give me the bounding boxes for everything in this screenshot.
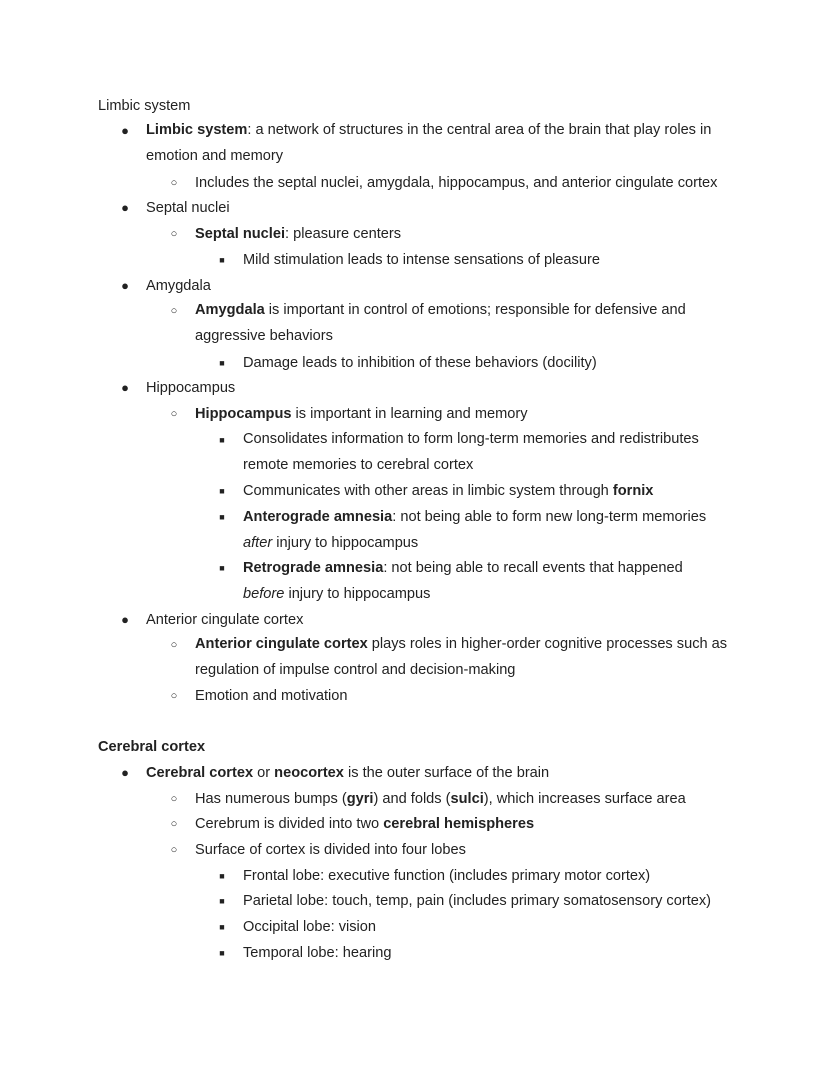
list-item-hemispheres [195,811,534,837]
bullet-circle-icon: ○ [170,228,178,240]
emphasis: after [243,535,273,551]
list-item-cerebral-cortex [146,760,549,786]
list-item-septal-def [195,221,401,247]
section-heading-cerebral: Cerebral cortex [98,739,206,755]
text: injury to hippocampus [272,535,419,551]
text: or [253,765,275,781]
term: fornix [612,483,654,499]
list-item-septal-stim: Mild stimulation leads to intense sensations of pleasure [243,252,600,268]
bullet-circle-icon: ○ [170,305,178,317]
term: Amygdala [195,302,265,318]
definition: : pleasure centers [285,226,402,242]
bullet-disc-icon: ● [121,612,129,627]
list-item-anterograde-line1 [243,504,706,530]
definition: plays roles in higher-order cognitive processes such as regulation of impulse control and decision-making [195,636,728,678]
list-item-hippocampus-def [195,401,528,427]
term: Cerebral cortex [146,765,254,781]
term: Retrograde amnesia [243,560,384,576]
list-item-amygdala-def [195,298,715,350]
term: Anterior cingulate cortex [195,636,368,652]
text: Has numerous bumps ( [195,791,347,807]
bullet-disc-icon: ● [121,380,129,395]
definition: is important in control of emotions; responsible for defensive and aggressive behaviors [195,302,686,344]
text: ) and folds ( [373,791,451,807]
bullet-square-icon: ■ [219,486,225,496]
term: sulci [450,791,484,807]
emphasis: before [243,586,285,602]
bullet-square-icon: ■ [219,435,225,445]
term: Anterograde amnesia [243,509,393,525]
definition: is the outer surface of the brain [343,765,550,781]
definition: : not being able to form new long-term memories [392,509,707,525]
list-item-four-lobes: Surface of cortex is divided into four lobes [195,842,466,858]
list-item-bumps-folds [195,786,686,812]
text: Cerebrum is divided into two [195,816,384,832]
list-item-acc-emotion: Emotion and motivation [195,688,348,704]
bullet-circle-icon: ○ [170,639,178,651]
bullet-square-icon: ■ [219,948,225,958]
list-item-parietal-lobe: Parietal lobe: touch, temp, pain (includes primary somatosensory cortex) [243,893,712,909]
bullet-disc-icon: ● [121,123,129,138]
list-item-amygdala-damage: Damage leads to inhibition of these behaviors (docility) [243,355,597,371]
list-item-retrograde-line1 [243,555,683,581]
bullet-disc-icon: ● [121,278,129,293]
definition: : a network of structures in the central area of the brain that play roles in emotion and memory [146,122,712,164]
bullet-square-icon: ■ [219,563,225,573]
text: Communicates with other areas in limbic system through [243,483,613,499]
bullet-square-icon: ■ [219,255,225,265]
bullet-circle-icon: ○ [170,177,178,189]
bullet-circle-icon: ○ [170,408,178,420]
definition: : not being able to recall events that happened [383,560,683,576]
bullet-disc-icon: ● [121,200,129,215]
text: ), which increases surface area [483,791,686,807]
term: Limbic system [146,122,248,138]
bullet-square-icon: ■ [219,871,225,881]
bullet-disc-icon: ● [121,765,129,780]
list-item-acc-def [195,632,735,684]
list-item-hippocampus-fornix [243,478,653,504]
bullet-square-icon: ■ [219,358,225,368]
term: Septal nuclei [195,226,286,242]
list-item-limbic-system [146,118,736,170]
bullet-square-icon: ■ [219,922,225,932]
list-item-temporal-lobe: Temporal lobe: hearing [243,945,392,961]
bullet-square-icon: ■ [219,512,225,522]
bullet-circle-icon: ○ [170,793,178,805]
list-item-hippocampus-consolidates: Consolidates information to form long-term memories and redistributes remote memories to cerebral cortex [243,431,699,473]
list-item-occipital-lobe: Occipital lobe: vision [243,919,377,935]
term: cerebral hemispheres [383,816,535,832]
list-item-retrograde-line2 [243,581,430,607]
list-item-anterior-cingulate: Anterior cingulate cortex [146,612,304,628]
list-item-septal-nuclei: Septal nuclei [146,200,230,216]
list-item-frontal-lobe: Frontal lobe: executive function (includes primary motor cortex) [243,868,651,884]
bullet-circle-icon: ○ [170,818,178,830]
list-item-limbic-includes: Includes the septal nuclei, amygdala, hippocampus, and anterior cingulate cortex [195,175,718,191]
text: injury to hippocampus [284,586,431,602]
list-item-anterograde-line2 [243,530,418,556]
term: Hippocampus [195,406,292,422]
list-item-amygdala: Amygdala [146,278,211,294]
definition: is important in learning and memory [291,406,528,422]
list-item-hippocampus: Hippocampus [146,380,236,396]
term: neocortex [274,765,344,781]
term: gyri [346,791,374,807]
bullet-circle-icon: ○ [170,844,178,856]
bullet-square-icon: ■ [219,896,225,906]
bullet-circle-icon: ○ [170,690,178,702]
section-heading-limbic: Limbic system [98,98,191,114]
